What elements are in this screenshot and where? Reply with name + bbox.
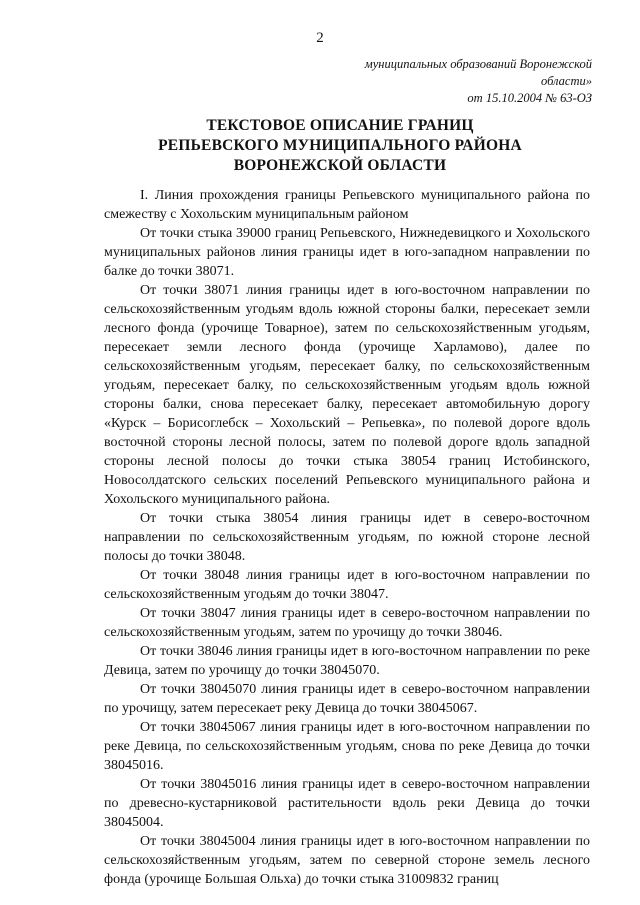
paragraph: От точки 38045004 линия границы идет в юго-восточном направлении по сельскохозяйственным угодьям, затем по северной стороне земель лесного фонда (урочище Большая Ольха) до точки стыка 31009832 границ [104, 834, 590, 887]
paragraph: От точки стыка 39000 границ Репьевского, Нижнедевицкого и Хохольского муниципальных районов линия границы идет в юго-западном направлении по балке до точки 38071. [104, 226, 590, 279]
document-title [60, 116, 620, 176]
title-line-3: ВОРОНЕЖСКОЙ ОБЛАСТИ [233, 157, 447, 174]
header-note-line-3: от 15.10.2004 № 63-ОЗ [467, 91, 592, 105]
paragraph: От точки 38048 линия границы идет в юго-восточном направлении по сельскохозяйственным угодьям до точки 38047. [104, 568, 590, 602]
paragraph: От точки стыка 38054 линия границы идет в северо-восточном направлении по сельскохозяйственным угодьям, по южной стороне лесной полосы до точки 38048. [104, 511, 590, 564]
paragraph: От точки 38045070 линия границы идет в северо-восточном направлении по урочищу, затем пересекает реку Девица до точки 38045067. [104, 682, 590, 716]
document-body [104, 186, 590, 889]
header-note [312, 56, 592, 107]
paragraph: От точки 38071 линия границы идет в юго-восточном направлении по сельскохозяйственным угодьям вдоль южной стороны балки, пересекает земли лесного фонда (урочище Товарное), затем по сельскохозяйственным угодьям, пересекает земли лесного фонда (урочище Харламово), далее по сельскохозяйственным угодьям, пересекает балку, по сельскохозяйственным угодьям, пересекает балку, по сельскохозяйственным угодьям вдоль южной стороны балки, снова пересекает балку, пересекает автомобильную дорогу «Курск – Борисоглебск – Хохольский – Репьевка», по полевой дороге вдоль восточной стороны лесной полосы, затем по полевой дороге вдоль западной стороны лесной полосы до точки стыка 38054 границ Истобинского, Новосолдатского сельских поселений Репьевского муниципального района и Хохольского муниципального района. [104, 283, 590, 507]
paragraph: От точки 38047 линия границы идет в северо-восточном направлении по сельскохозяйственным угодьям, затем по урочищу до точки 38046. [104, 606, 590, 640]
section-heading: I. Линия прохождения границы Репьевского муниципального района по смежеству с Хохольским муниципальным районом [104, 188, 590, 222]
paragraph: От точки 38045016 линия границы идет в северо-восточном направлении по древесно-кустарниковой растительности вдоль реки Девица до точки 38045004. [104, 777, 590, 830]
paragraph: От точки 38045067 линия границы идет в юго-восточном направлении по реке Девица, по сельскохозяйственным угодьям, снова по реке Девица до точки 38045016. [104, 720, 590, 773]
title-line-2: РЕПЬЕВСКОГО МУНИЦИПАЛЬНОГО РАЙОНА [158, 137, 522, 154]
header-note-line-2: области» [541, 74, 592, 88]
title-line-1: ТЕКСТОВОЕ ОПИСАНИЕ ГРАНИЦ [206, 117, 474, 134]
header-note-line-1: муниципальных образований Воронежской [364, 57, 592, 71]
page-number: 2 [316, 30, 324, 46]
paragraph: От точки 38046 линия границы идет в юго-восточном направлении по реке Девица, затем по урочищу до точки 38045070. [104, 644, 590, 678]
